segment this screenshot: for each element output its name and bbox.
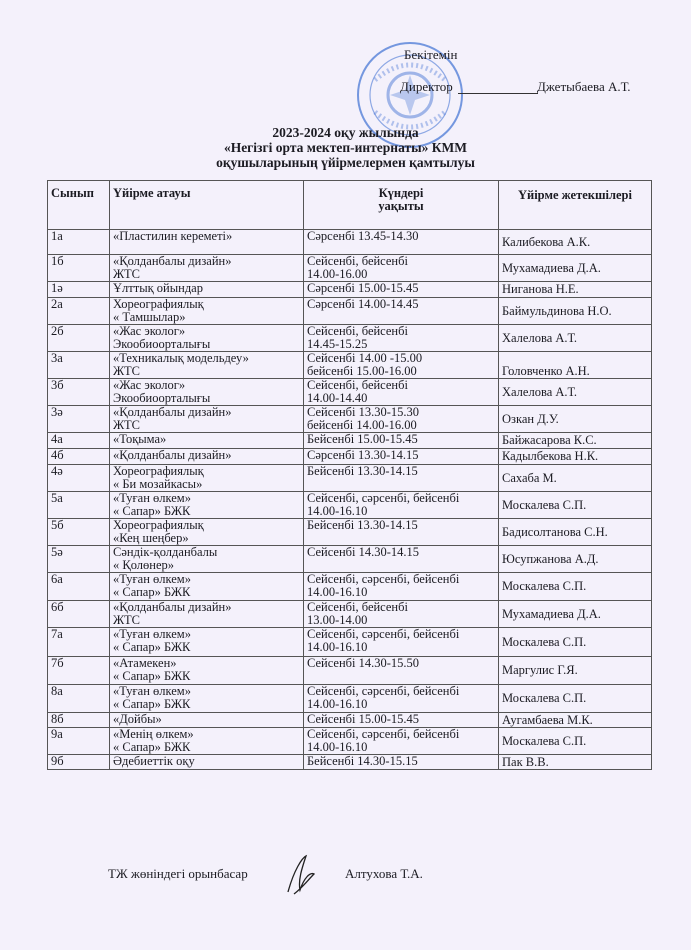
clubs-table	[47, 180, 652, 770]
approval-label: Бекітемін	[404, 47, 458, 62]
cell-schedule: Бейсенбі 13.30-14.15	[304, 519, 499, 546]
cell-leader: Ниганова Н.Е.	[499, 282, 652, 298]
cell-class: 1б	[48, 255, 110, 282]
cell-leader: Сахаба М.	[499, 465, 652, 492]
cell-club-name: «Тоқыма»	[110, 433, 304, 449]
cell-leader: Головченко А.Н.	[499, 352, 652, 379]
cell-schedule: Сейсенбі, бейсенбі 14.00-14.40	[304, 379, 499, 406]
cell-class: 8а	[48, 685, 110, 713]
cell-leader: Аугамбаева М.К.	[499, 713, 652, 728]
cell-leader: Юсупжанова А.Д.	[499, 546, 652, 573]
cell-schedule: Сейсенбі, сәрсенбі, бейсенбі 14.00-16.10	[304, 492, 499, 519]
cell-class: 3ә	[48, 406, 110, 433]
cell-leader: Москалева С.П.	[499, 728, 652, 755]
title-line-2: «Негізгі орта мектеп-интернаты» КММ	[223, 140, 468, 155]
table-row	[48, 657, 652, 685]
cell-class: 2а	[48, 298, 110, 325]
table-row	[48, 255, 652, 282]
table-row	[48, 685, 652, 713]
cell-club-name: «Туған өлкем» « Сапар» БЖК	[110, 685, 304, 713]
deputy-name: Алтухова Т.А.	[345, 866, 423, 881]
table-row	[48, 449, 652, 465]
signature-line	[458, 93, 538, 94]
header-club-name: Үйірме атауы	[110, 181, 304, 230]
cell-schedule: Сейсенбі, бейсенбі 13.00-14.00	[304, 601, 499, 628]
cell-schedule: Сейсенбі 15.00-15.45	[304, 713, 499, 728]
cell-schedule: Сейсенбі, сәрсенбі, бейсенбі 14.00-16.10	[304, 628, 499, 657]
cell-class: 2б	[48, 325, 110, 352]
table-body	[48, 230, 652, 770]
cell-class: 5ә	[48, 546, 110, 573]
table-row	[48, 325, 652, 352]
cell-schedule: Сейсенбі, сәрсенбі, бейсенбі 14.00-16.10	[304, 573, 499, 601]
cell-leader: Баймульдинова Н.О.	[499, 298, 652, 325]
cell-club-name: Сәндік-қолданбалы « Қолөнер»	[110, 546, 304, 573]
cell-schedule: Сейсенбі, сәрсенбі, бейсенбі 14.00-16.10	[304, 685, 499, 713]
cell-class: 6а	[48, 573, 110, 601]
cell-schedule: Бейсенбі 14.30-15.15	[304, 755, 499, 770]
table-row	[48, 282, 652, 298]
cell-class: 6б	[48, 601, 110, 628]
table-row	[48, 230, 652, 255]
title-line-3: оқушыларының үйірмелермен қамтылуы	[216, 155, 475, 170]
cell-class: 5а	[48, 492, 110, 519]
signature-icon	[280, 850, 320, 900]
table-row	[48, 546, 652, 573]
header-class: Сынып	[48, 181, 110, 230]
cell-leader: Байжасарова К.С.	[499, 433, 652, 449]
cell-club-name: «Қолданбалы дизайн» ЖТС	[110, 601, 304, 628]
cell-club-name: «Туған өлкем» « Сапар» БЖК	[110, 492, 304, 519]
cell-club-name: «Қолданбалы дизайн» ЖТС	[110, 255, 304, 282]
cell-leader: Пак В.В.	[499, 755, 652, 770]
cell-schedule: Сейсенбі, бейсенбі 14.45-15.25	[304, 325, 499, 352]
cell-club-name: Әдебиеттік оқу	[110, 755, 304, 770]
table-row	[48, 728, 652, 755]
cell-club-name: «Атамекен» « Сапар» БЖК	[110, 657, 304, 685]
cell-schedule: Сейсенбі 14.30-15.50	[304, 657, 499, 685]
cell-club-name: «Техникалық модельдеу» ЖТС	[110, 352, 304, 379]
cell-schedule: Бейсенбі 13.30-14.15	[304, 465, 499, 492]
cell-leader: Москалева С.П.	[499, 573, 652, 601]
cell-leader: Кадылбекова Н.К.	[499, 449, 652, 465]
table-row	[48, 628, 652, 657]
cell-class: 3а	[48, 352, 110, 379]
cell-class: 1а	[48, 230, 110, 255]
cell-class: 5б	[48, 519, 110, 546]
header-days-time: Күндері уақыты	[304, 181, 499, 230]
cell-class: 7б	[48, 657, 110, 685]
cell-class: 4а	[48, 433, 110, 449]
cell-schedule: Сейсенбі 14.30-14.15	[304, 546, 499, 573]
cell-class: 4ә	[48, 465, 110, 492]
cell-leader: Мухамадиева Д.А.	[499, 601, 652, 628]
cell-class: 9а	[48, 728, 110, 755]
director-name: Джетыбаева А.Т.	[537, 79, 631, 94]
cell-class: 4б	[48, 449, 110, 465]
cell-leader: Маргулис Г.Я.	[499, 657, 652, 685]
cell-club-name: «Туған өлкем» « Сапар» БЖК	[110, 573, 304, 601]
cell-schedule: Сейсенбі 13.30-15.30 бейсенбі 14.00-16.00	[304, 406, 499, 433]
cell-schedule: Сәрсенбі 15.00-15.45	[304, 282, 499, 298]
cell-class: 8б	[48, 713, 110, 728]
cell-schedule: Сәрсенбі 14.00-14.45	[304, 298, 499, 325]
cell-leader: Калибекова А.К.	[499, 230, 652, 255]
cell-schedule: Сейсенбі, сәрсенбі, бейсенбі 14.00-16.10	[304, 728, 499, 755]
table-row	[48, 433, 652, 449]
cell-club-name: Хореографиялық « Би мозайкасы»	[110, 465, 304, 492]
cell-club-name: «Менің өлкем» « Сапар» БЖК	[110, 728, 304, 755]
cell-schedule: Сейсенбі, бейсенбі 14.00-16.00	[304, 255, 499, 282]
cell-leader: Халелова А.Т.	[499, 379, 652, 406]
cell-schedule: Сәрсенбі 13.45-14.30	[304, 230, 499, 255]
cell-schedule: Сәрсенбі 13.30-14.15	[304, 449, 499, 465]
cell-club-name: Хореографиялық « Тамшылар»	[110, 298, 304, 325]
cell-club-name: «Жас эколог» Экообиоорталығы	[110, 379, 304, 406]
cell-club-name: «Пластилин кереметі»	[110, 230, 304, 255]
deputy-label: ТЖ жөніндегі орынбасар	[108, 866, 248, 881]
cell-leader: Озкан Д.У.	[499, 406, 652, 433]
table-row	[48, 298, 652, 325]
cell-leader: Москалева С.П.	[499, 628, 652, 657]
cell-leader: Москалева С.П.	[499, 685, 652, 713]
table-row	[48, 573, 652, 601]
cell-club-name: «Дойбы»	[110, 713, 304, 728]
table-row	[48, 601, 652, 628]
cell-class: 7а	[48, 628, 110, 657]
cell-leader: Мухамадиева Д.А.	[499, 255, 652, 282]
table-row	[48, 352, 652, 379]
cell-class: 9б	[48, 755, 110, 770]
cell-leader: Бадисолтанова С.Н.	[499, 519, 652, 546]
table-row	[48, 755, 652, 770]
cell-class: 3б	[48, 379, 110, 406]
header-leaders: Үйірме жетекшілері	[499, 181, 652, 230]
table-row	[48, 492, 652, 519]
cell-leader: Москалева С.П.	[499, 492, 652, 519]
cell-club-name: «Жас эколог» Экообиоорталығы	[110, 325, 304, 352]
table-header-row	[48, 181, 652, 230]
cell-leader: Халелова А.Т.	[499, 325, 652, 352]
table-row	[48, 465, 652, 492]
cell-club-name: Ұлттық ойындар	[110, 282, 304, 298]
table-row	[48, 379, 652, 406]
cell-club-name: «Қолданбалы дизайн» ЖТС	[110, 406, 304, 433]
cell-schedule: Сейсенбі 14.00 -15.00 бейсенбі 15.00-16.00	[304, 352, 499, 379]
cell-club-name: Хореографиялық «Кең шеңбер»	[110, 519, 304, 546]
director-label: Директор	[400, 79, 453, 94]
table-row	[48, 519, 652, 546]
cell-schedule: Бейсенбі 15.00-15.45	[304, 433, 499, 449]
title-line-1: 2023-2024 оқу жылында	[272, 125, 419, 140]
cell-club-name: «Туған өлкем» « Сапар» БЖК	[110, 628, 304, 657]
cell-club-name: «Қолданбалы дизайн»	[110, 449, 304, 465]
cell-class: 1ә	[48, 282, 110, 298]
table-row	[48, 406, 652, 433]
table-row	[48, 713, 652, 728]
